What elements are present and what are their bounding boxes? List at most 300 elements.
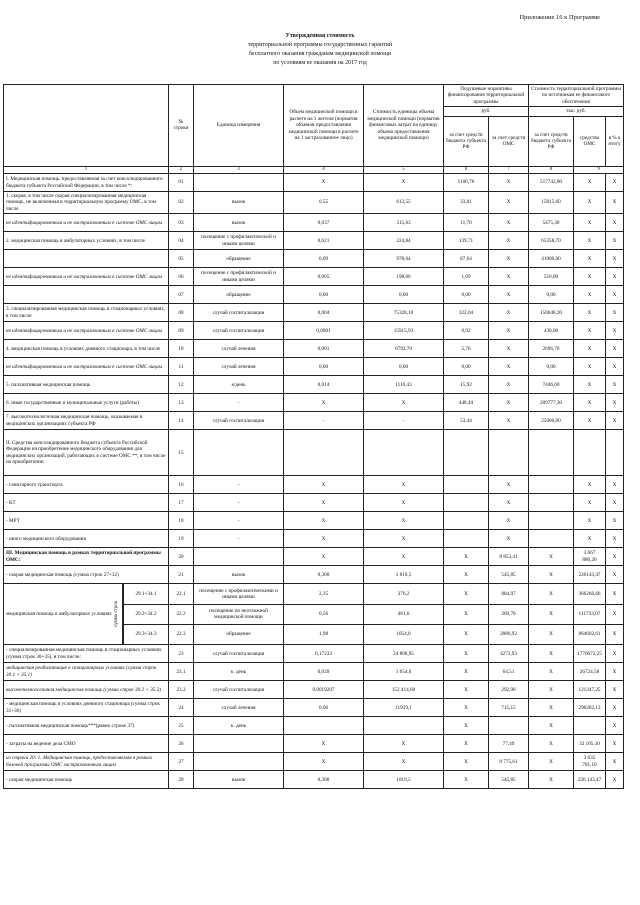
cell-unit: вызов	[194, 214, 284, 232]
cell-pct: X	[606, 214, 624, 232]
cell-vol: X	[284, 735, 364, 753]
cell-unit: обращение	[194, 250, 284, 268]
cell-num: 18	[169, 512, 194, 530]
cell-so: X	[574, 376, 606, 394]
row-name: III. Медицинская помощь в рамках территориальной программы ОМС:	[4, 548, 169, 566]
cell-pct: X	[606, 604, 624, 624]
cell-unit: случай лечения	[194, 358, 284, 376]
cell-po: X	[489, 174, 529, 192]
cell-num: 01	[169, 174, 194, 192]
cell-pct: X	[606, 250, 624, 268]
cell-po: 8 853,41	[489, 548, 529, 566]
cell-pct: X	[606, 394, 624, 412]
cell-unit: случай госпитализации	[194, 412, 284, 430]
cell-sb: X	[529, 584, 574, 604]
cell-vol: 0,17233	[284, 645, 364, 663]
cell-unit: случай госпитализации	[194, 681, 284, 699]
table-row	[4, 192, 624, 214]
cell-po: X	[489, 512, 529, 530]
cell-pb: 1,09	[444, 268, 489, 286]
header-row-number: № строки	[169, 85, 194, 167]
cell-vol: 0,00	[284, 286, 364, 304]
cell-num: 05	[169, 250, 194, 268]
cell-cost: 376,2	[364, 584, 444, 604]
cell-pct: X	[606, 192, 624, 214]
cell-so: X	[574, 494, 606, 512]
title-line: территориальной программы государственных гарантий	[247, 42, 393, 48]
cell-sb: X	[529, 548, 574, 566]
cell-po: X	[489, 232, 529, 250]
cell-sb: 150648,20	[529, 304, 574, 322]
document-title	[130, 32, 510, 68]
cell-so: X	[574, 322, 606, 340]
cell-vol: 0,0019207	[284, 681, 364, 699]
cell-num: 27	[169, 753, 194, 771]
cell-num: 21	[169, 566, 194, 584]
cell-po: X	[489, 214, 529, 232]
amb-ref: 29.2+34.2	[124, 605, 168, 625]
cell-cost: 75328,10	[364, 304, 444, 322]
cell-vol: -	[284, 412, 364, 430]
cell-cost: 224,84	[364, 232, 444, 250]
row-name: 6. иные государственные и муниципальные услуги (работы)	[4, 394, 169, 412]
cell-vol	[284, 717, 364, 735]
cell-num: 06	[169, 268, 194, 286]
table-row	[4, 681, 624, 699]
cell-po: 8 775,61	[489, 753, 529, 771]
table-row	[4, 645, 624, 663]
header-per-capita-unit: руб.	[444, 107, 529, 116]
cell-vol: 0,56	[284, 604, 364, 624]
cell-cost: 198,60	[364, 268, 444, 286]
column-number: 3	[194, 166, 284, 173]
cell-vol: X	[284, 394, 364, 412]
cell-pct: X	[606, 304, 624, 322]
cell-num: 03	[169, 214, 194, 232]
header-oms: за счет средств ОМС	[489, 116, 529, 166]
cell-pct: X	[606, 548, 624, 566]
cell-pb: X	[444, 645, 489, 663]
cell-cost: 1 819,5	[364, 566, 444, 584]
cell-unit: случай лечения	[194, 340, 284, 358]
row-name: 1. скорая, в том числе скорая специализированная медицинская помощь, не включенная в территориальную программу ОМС, в том числе	[4, 192, 169, 214]
cell-cost: X	[364, 735, 444, 753]
cell-so: 26724,58	[574, 663, 606, 681]
cell-num: 23.2	[169, 681, 194, 699]
cell-so: X	[574, 340, 606, 358]
cell-cost: 1 654,0	[364, 663, 444, 681]
cell-num: 10	[169, 340, 194, 358]
cell-so: X	[574, 512, 606, 530]
cell-num: 04	[169, 232, 194, 250]
cell-pb: X	[444, 548, 489, 566]
cell-pb: 33,81	[444, 192, 489, 214]
cell-pb	[444, 476, 489, 494]
amb-ref: 29.3+34.3	[135, 631, 157, 638]
cell-cost: X	[364, 753, 444, 771]
row-name: не идентифицированным и не застрахованным в системе ОМС лицам	[4, 358, 169, 376]
table-row	[4, 548, 624, 566]
cell-cost: X	[364, 530, 444, 548]
row-name: из строки 20: 1. Медицинская помощь, предоставляемая в рамках базовой программы ОМС застрахованным лицам	[4, 753, 169, 771]
cell-cost: 11919,1	[364, 699, 444, 717]
cell-sb: 517742,80	[529, 174, 574, 192]
cell-unit: вызов	[194, 566, 284, 584]
cell-vol: 0,300	[284, 566, 364, 584]
cell-pb: X	[444, 717, 489, 735]
cell-po: X	[489, 304, 529, 322]
cell-unit: случай лечения	[194, 699, 284, 717]
cell-cost: X	[364, 174, 444, 192]
table-row	[4, 358, 624, 376]
cell-sb: 0,00	[529, 286, 574, 304]
cell-so: 111733,07	[574, 604, 606, 624]
cell-cost: -	[364, 412, 444, 430]
column-number: 2	[169, 166, 194, 173]
cell-sb: X	[529, 624, 574, 644]
cell-vol: 0,300	[284, 771, 364, 789]
table-row	[4, 717, 624, 735]
table-row	[4, 566, 624, 584]
cell-num: 22.2	[169, 604, 194, 624]
cell-cost: 1116,43	[364, 376, 444, 394]
cell-pct: X	[606, 699, 624, 717]
cell-sb: 5475,30	[529, 214, 574, 232]
cell-pb: 448,44	[444, 394, 489, 412]
row-name: 2. медицинская помощь в амбулаторных условиях, в том числе	[4, 232, 169, 250]
cell-so: X	[574, 232, 606, 250]
column-number: 7	[489, 166, 529, 173]
table-row	[4, 232, 624, 250]
cell-num: 11	[169, 358, 194, 376]
cell-num: 23.1	[169, 663, 194, 681]
cell-unit: -	[194, 394, 284, 412]
cell-unit: вызов	[194, 192, 284, 214]
cell-po: 715,15	[489, 699, 529, 717]
cell-unit	[194, 430, 284, 476]
header-percent: в % к итогу	[606, 116, 624, 166]
cell-so: 3 635 781,10	[574, 753, 606, 771]
cell-num: 28	[169, 771, 194, 789]
cell-pb: X	[444, 681, 489, 699]
cell-unit: к. день	[194, 717, 284, 735]
cell-so: 3 667 886,20	[574, 548, 606, 566]
cell-cost: 978,64	[364, 250, 444, 268]
cell-vol: 2,35	[284, 584, 364, 604]
cell-num: 07	[169, 286, 194, 304]
cell-po: X	[489, 358, 529, 376]
cell-sb: X	[529, 753, 574, 771]
cell-po: X	[489, 376, 529, 394]
cell-cost: 15915,93	[364, 322, 444, 340]
header-name	[4, 85, 169, 167]
table-row	[4, 250, 624, 268]
cell-so: X	[574, 412, 606, 430]
cell-sb	[529, 512, 574, 530]
cell-num: 17	[169, 494, 194, 512]
cell-so: 226143,47	[574, 566, 606, 584]
cell-cost: 1054,0	[364, 624, 444, 644]
cell-sb	[529, 476, 574, 494]
row-name	[4, 286, 169, 304]
cell-so: X	[574, 358, 606, 376]
cell-unit	[194, 174, 284, 192]
cell-num: 22.1	[169, 584, 194, 604]
cell-so: 864602,61	[574, 624, 606, 644]
cell-po: X	[489, 340, 529, 358]
table-row	[4, 394, 624, 412]
cell-pb	[444, 530, 489, 548]
cell-cost: X	[364, 548, 444, 566]
table-row	[4, 494, 624, 512]
cell-num: 20	[169, 548, 194, 566]
cell-po: 884,07	[489, 584, 529, 604]
amb-sum-label: сумма строк	[114, 584, 123, 644]
cell-pct: X	[606, 376, 624, 394]
row-name: не идентифицированным и не застрахованным в системе ОМС лицам	[4, 268, 169, 286]
row-name: не идентифицированным и не застрахованным в системе ОМС лицам	[4, 214, 169, 232]
cell-cost: X	[364, 394, 444, 412]
cell-unit: обращение	[194, 624, 284, 644]
header-budget: за счет средств бюджета субъекта РФ	[444, 116, 489, 166]
cell-num: 26	[169, 735, 194, 753]
cell-pct: X	[606, 412, 624, 430]
column-number: 6	[444, 166, 489, 173]
cell-num: 13	[169, 394, 194, 412]
cell-unit: случай госпитализации	[194, 304, 284, 322]
cell-unit: к. день	[194, 663, 284, 681]
cell-pb: X	[444, 663, 489, 681]
cell-pb: X	[444, 624, 489, 644]
cell-so: 366266,66	[574, 584, 606, 604]
cell-pct	[606, 430, 624, 476]
table-row	[4, 430, 624, 476]
row-name: - скорая медицинская помощь	[4, 771, 169, 789]
cell-so: 121347,25	[574, 681, 606, 699]
table-row	[4, 412, 624, 430]
row-name: - медицинская помощь в условиях дневного стационара (сумма строк 31+36)	[4, 699, 169, 717]
cell-unit	[194, 548, 284, 566]
table-row	[4, 699, 624, 717]
cell-pct: X	[606, 663, 624, 681]
cell-pb: 0,00	[444, 286, 489, 304]
cell-pct: X	[606, 624, 624, 644]
cell-pb: X	[444, 566, 489, 584]
cell-unit: посещение с профилактической и иными целями	[194, 268, 284, 286]
column-number: 9	[574, 166, 624, 173]
cell-pct: X	[606, 232, 624, 250]
cell-pb: 322,04	[444, 304, 489, 322]
header-unit-cost: Стоимость единицы объема медицинской помощи (норматив финансовых затрат на единицу объема предоставления медицинской помощи)	[364, 85, 444, 167]
cell-pct: X	[606, 322, 624, 340]
cell-pct: X	[606, 358, 624, 376]
cell-pct: X	[606, 530, 624, 548]
cell-po: 64,51	[489, 663, 529, 681]
cell-so: X	[574, 174, 606, 192]
cell-num: 25	[169, 717, 194, 735]
cell-so: X	[574, 268, 606, 286]
cell-pb: X	[444, 584, 489, 604]
column-numbers-row	[4, 166, 624, 173]
cell-vol: 0,001	[284, 340, 364, 358]
cell-cost: 0,00	[364, 358, 444, 376]
row-name: высокотехнологичная медицинская помощь (сумма строк 30.2 + 35.2)	[4, 681, 169, 699]
header-program-cost-unit: тыс. руб.	[529, 107, 624, 116]
cell-vol: X	[284, 476, 364, 494]
cell-sb: X	[529, 771, 574, 789]
row-name: - иного медицинского оборудования	[4, 530, 169, 548]
cell-sb: 15815,60	[529, 192, 574, 214]
cell-vol: 0,005	[284, 268, 364, 286]
cell-num: 08	[169, 304, 194, 322]
cell-po: X	[489, 192, 529, 214]
cell-num: 02	[169, 192, 194, 214]
cell-pct: X	[606, 476, 624, 494]
cell-num: 16	[169, 476, 194, 494]
cell-pct: X	[606, 286, 624, 304]
table-row	[4, 476, 624, 494]
cell-sb: X	[529, 663, 574, 681]
cell-po: 269,70	[489, 604, 529, 624]
cell-sb: 41000,00	[529, 250, 574, 268]
row-name: - специализированная медицинская помощь в стационарных условиях (сумма строк 30+35), в том числе:	[4, 645, 169, 663]
cell-pb	[444, 494, 489, 512]
header-oms-total: средства ОМС	[574, 116, 606, 166]
cell-po: X	[489, 322, 529, 340]
cell-sb: 209777,30	[529, 394, 574, 412]
row-name: 3. специализированная медицинская помощь в стационарных условиях, в том числе	[4, 304, 169, 322]
table-row	[4, 512, 624, 530]
header-per-capita: Подушевые нормативы финансирования территориальной программы	[444, 85, 529, 107]
cell-cost: 481,6	[364, 604, 444, 624]
cell-pb: 0,92	[444, 322, 489, 340]
cell-pct: X	[606, 645, 624, 663]
cell-unit: к/день	[194, 376, 284, 394]
cell-unit	[194, 753, 284, 771]
cell-so	[574, 430, 606, 476]
cell-vol: X	[284, 174, 364, 192]
cell-pct: X	[606, 584, 624, 604]
cell-pct: X	[606, 268, 624, 286]
title-line: по условиям ее оказания на 2017 год	[273, 60, 367, 66]
cell-pb: 0,00	[444, 358, 489, 376]
cell-cost: 24 800,95	[364, 645, 444, 663]
table-row	[4, 771, 624, 789]
table-row	[4, 304, 624, 322]
cell-vol: X	[284, 548, 364, 566]
cell-pct: X	[606, 512, 624, 530]
cell-num: 24	[169, 699, 194, 717]
cell-pb: X	[444, 699, 489, 717]
cell-unit	[194, 735, 284, 753]
cell-pct: X	[606, 771, 624, 789]
cell-so: X	[574, 214, 606, 232]
cell-pct: X	[606, 681, 624, 699]
cell-po: 4273,93	[489, 645, 529, 663]
cell-so: 226 143,47	[574, 771, 606, 789]
cell-pb: 15,92	[444, 376, 489, 394]
cell-vol	[284, 430, 364, 476]
column-number: 8	[529, 166, 574, 173]
cell-pb: 87,64	[444, 250, 489, 268]
cell-po: 2086,92	[489, 624, 529, 644]
table-row	[4, 735, 624, 753]
cell-cost: X	[364, 476, 444, 494]
table-row	[4, 268, 624, 286]
title-line: бесплатного оказания гражданам медицинской помощи	[248, 51, 392, 57]
cell-unit: -	[194, 494, 284, 512]
cell-pct: X	[606, 717, 624, 735]
cell-po: 545,85	[489, 566, 529, 584]
cell-cost	[364, 717, 444, 735]
cell-pct: X	[606, 566, 624, 584]
cell-vol: 1,98	[284, 624, 364, 644]
cell-sb: X	[529, 566, 574, 584]
cell-vol: 0,00	[284, 358, 364, 376]
cell-so: X	[574, 192, 606, 214]
cell-vol: X	[284, 753, 364, 771]
cell-unit: обращение	[194, 286, 284, 304]
cell-pb	[444, 430, 489, 476]
cell-vol: 0,0001	[284, 322, 364, 340]
cell-vol: X	[284, 512, 364, 530]
cell-num: 15	[169, 430, 194, 476]
cell-pb	[444, 512, 489, 530]
cell-sb: 65358,70	[529, 232, 574, 250]
table-row	[4, 174, 624, 192]
cell-unit: -	[194, 476, 284, 494]
cell-num: 23	[169, 645, 194, 663]
cell-sb: 0,00	[529, 358, 574, 376]
table-row	[4, 663, 624, 681]
cell-sb: 7446,60	[529, 376, 574, 394]
cell-po: 77,49	[489, 735, 529, 753]
cell-pb: 53,44	[444, 412, 489, 430]
cell-sb	[529, 494, 574, 512]
row-name	[4, 250, 169, 268]
cell-cost: X	[364, 512, 444, 530]
column-number: 4	[284, 166, 364, 173]
cell-cost: 6792,70	[364, 340, 444, 358]
cell-po: X	[489, 250, 529, 268]
cell-num: 09	[169, 322, 194, 340]
cell-pb: 11,70	[444, 214, 489, 232]
cell-cost: 0,00	[364, 286, 444, 304]
cell-pct: X	[606, 174, 624, 192]
cell-unit: посещение с профилактическими и иными целями	[194, 584, 284, 604]
cell-cost: 152 414,60	[364, 681, 444, 699]
row-name: 5. паллиативная медицинская помощь	[4, 376, 169, 394]
header-program-cost: Стоимость территориальной программы по источникам ее финансового обеспечения	[529, 85, 624, 107]
cell-so: X	[574, 250, 606, 268]
cell-vol: 0,014	[284, 376, 364, 394]
row-name: II. Средства консолидированного бюджета субъекта Российской Федерации на приобретение медицинского оборудования для медицинских организаций, работающих в системе ОМС **, в том числе на приобретение:	[4, 430, 169, 476]
cell-so: X	[574, 476, 606, 494]
cell-po: X	[489, 286, 529, 304]
cell-so: X	[574, 304, 606, 322]
row-name: - скорая медицинская помощь (сумма строк 27+32)	[4, 566, 169, 584]
table-row	[4, 376, 624, 394]
amb-group-label: медицинская помощь в амбулаторных условиях	[6, 611, 112, 618]
table-row	[4, 340, 624, 358]
cell-num: 12	[169, 376, 194, 394]
row-name: I. Медицинская помощь, предоставляемая за счет консолидированного бюджета субъекта Российской Федерации, в том числе *:	[4, 174, 169, 192]
cell-pb: 139,71	[444, 232, 489, 250]
row-name: - паллиативная медицинская помощь***(равно строке 37)	[4, 717, 169, 735]
cell-sb	[529, 530, 574, 548]
cell-unit: -	[194, 512, 284, 530]
cell-vol: X	[284, 530, 364, 548]
